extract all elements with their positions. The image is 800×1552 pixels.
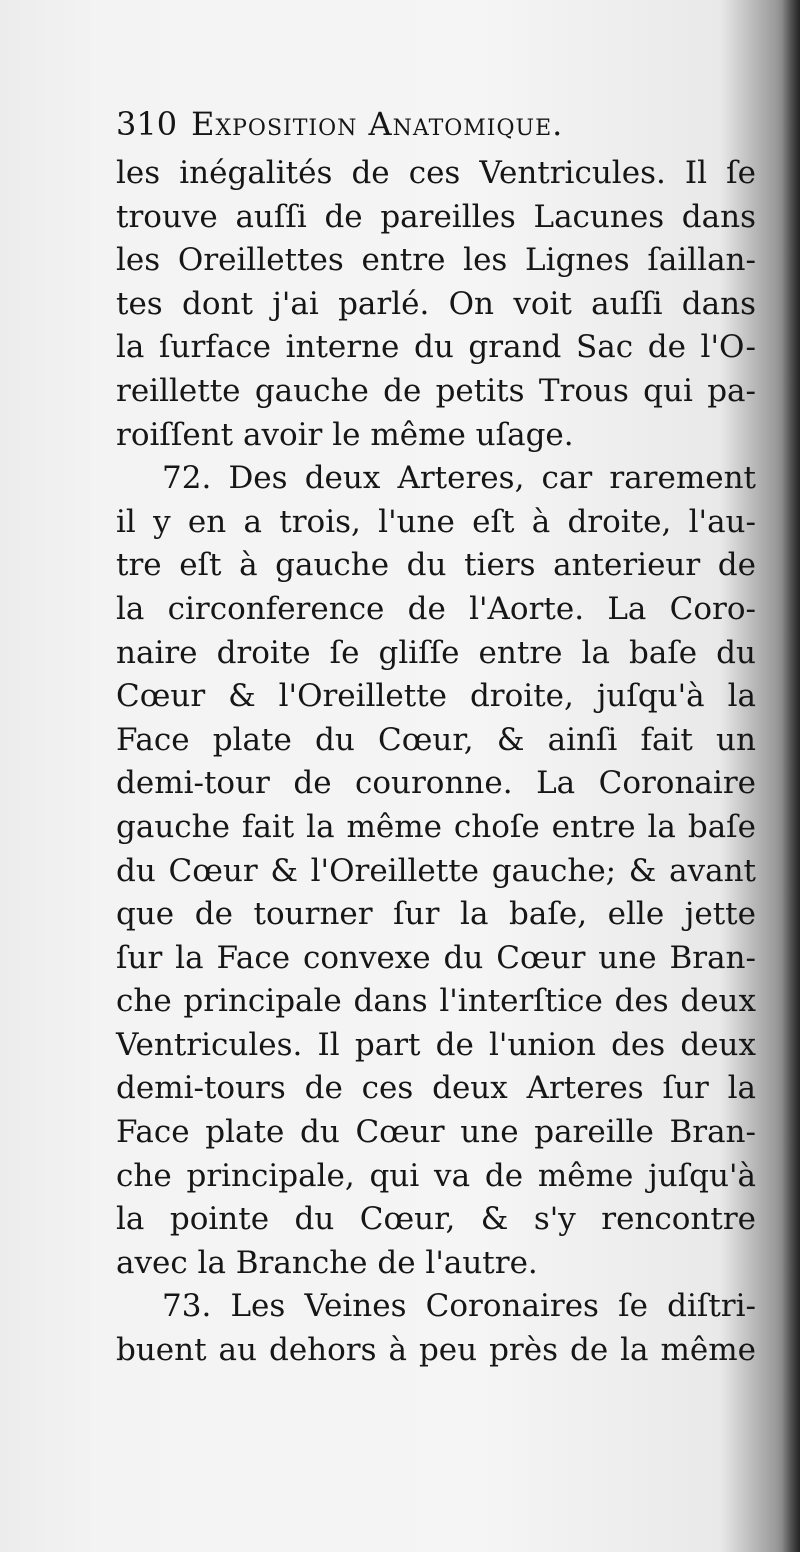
text-line: il y en a trois, l'une eſt à droite, l'au- [116,503,756,540]
text-line: tes dont j'ai parlé. On voit auſſi dans [116,285,756,322]
text-line: che principale, qui va de même juſqu'à [116,1157,756,1194]
section-72-start-line: 72. Des deux Arteres, car rarement [162,460,756,497]
paragraph-end-line: roiſſent avoir le même uſage. [116,416,574,453]
text-line: du Cœur & l'Oreillette gauche; & avant [116,852,756,889]
paragraph-end-line: avec la Branche de l'autre. [116,1244,538,1281]
text-line: gauche fait la même choſe entre la baſe [116,808,756,845]
page-number: 310 [116,105,178,143]
text-line: naire droite ſe gliſſe entre la baſe du [116,634,756,671]
text-line: reillette gauche de petits Trous qui pa- [116,372,756,409]
page-edge-shadow [782,0,800,1552]
running-head: Exposition Anatomique. [191,105,564,143]
page-header [116,102,716,146]
text-line: les inégalités de ces Ventricules. Il ſe [116,155,756,191]
text-line: ſur la Face convexe du Cœur une Bran- [116,939,756,976]
text-line: Face plate du Cœur, & ainſi fait un [116,721,756,758]
text-line: Face plate du Cœur une pareille Bran- [116,1114,756,1151]
text-line: la ſurface interne du grand Sac de l'O- [116,329,756,366]
text-line: la circonference de l'Aorte. La Coro- [116,590,756,627]
section-73-start-line: 73. Les Veines Coronaires ſe diſtri- [162,1288,756,1325]
body-text [116,152,756,1373]
text-line: demi-tour de couronne. La Coronaire [116,765,756,802]
text-line: che principale dans l'interſtice des deux [116,983,756,1020]
text-line: que de tourner ſur la baſe, elle jette [116,896,756,933]
text-line: buent au dehors à peu près de la même [116,1332,756,1369]
text-line: les Oreillettes entre les Lignes ſaillan- [116,242,756,279]
text-line: la pointe du Cœur, & s'y rencontre [116,1201,756,1238]
text-line: Cœur & l'Oreillette droite, juſqu'à la [116,678,756,715]
text-line: demi-tours de ces deux Arteres ſur la [116,1070,756,1107]
text-line: tre eſt à gauche du tiers anterieur de [116,547,756,584]
text-line: Ventricules. Il part de l'union des deux [116,1026,756,1063]
text-line: trouve auſſi de pareilles Lacunes dans [116,198,756,235]
